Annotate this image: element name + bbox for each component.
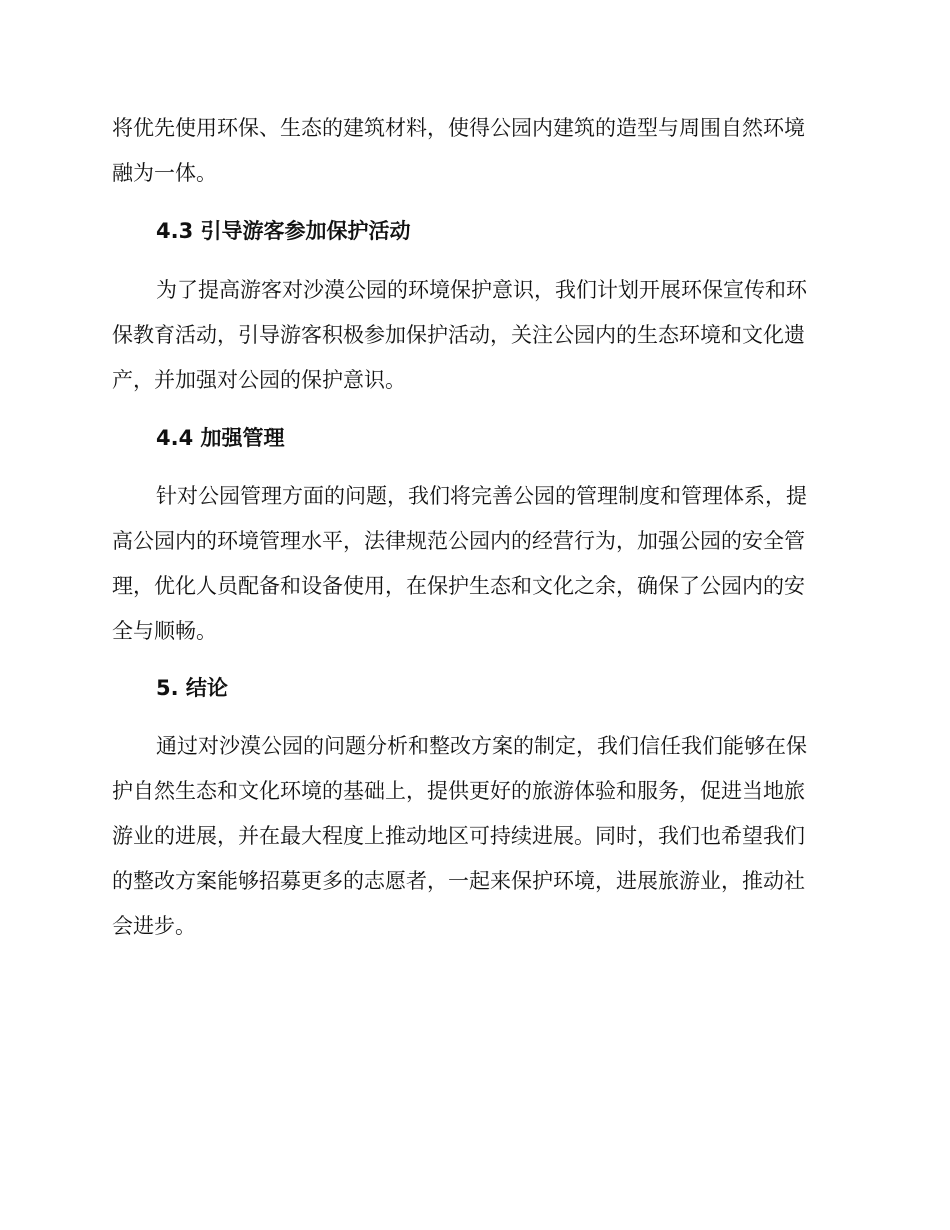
paragraph-line: 为了提高游客对沙漠公园的环境保护意识，我们计划开展环保宣传和环 [156,278,807,302]
paragraph-line: 产，并加强对公园的保护意识。 [112,368,406,392]
paragraph-line: 游业的进展，并在最大程度上推动地区可持续进展。同时，我们也希望我们 [112,824,805,848]
paragraph-line: 护自然生态和文化环境的基础上，提供更好的旅游体验和服务，促进当地旅 [112,779,805,803]
paragraph-line: 全与顺畅。 [112,619,217,643]
paragraph-line: 通过对沙漠公园的问题分析和整改方案的制定，我们信任我们能够在保 [156,734,807,758]
section-heading-4-3: 4.3 引导游客参加保护活动 [156,219,411,243]
paragraph-line: 理，优化人员配备和设备使用，在保护生态和文化之余，确保了公园内的安 [112,574,805,598]
paragraph-line: 针对公园管理方面的问题，我们将完善公园的管理制度和管理体系，提 [156,484,807,508]
paragraph-line: 将优先使用环保、生态的建筑材料，使得公园内建筑的造型与周围自然环境 [112,116,805,140]
paragraph-line: 会进步。 [112,914,196,938]
section-heading-5: 5. 结论 [156,676,228,700]
paragraph-line: 高公园内的环境管理水平，法律规范公园内的经营行为，加强公园的安全管 [112,529,805,553]
paragraph-line: 融为一体。 [112,161,217,185]
section-heading-4-4: 4.4 加强管理 [156,426,285,450]
paragraph-line: 的整改方案能够招募更多的志愿者，一起来保护环境，进展旅游业，推动社 [112,869,805,893]
paragraph-line: 保教育活动，引导游客积极参加保护活动，关注公园内的生态环境和文化遗 [112,323,805,347]
